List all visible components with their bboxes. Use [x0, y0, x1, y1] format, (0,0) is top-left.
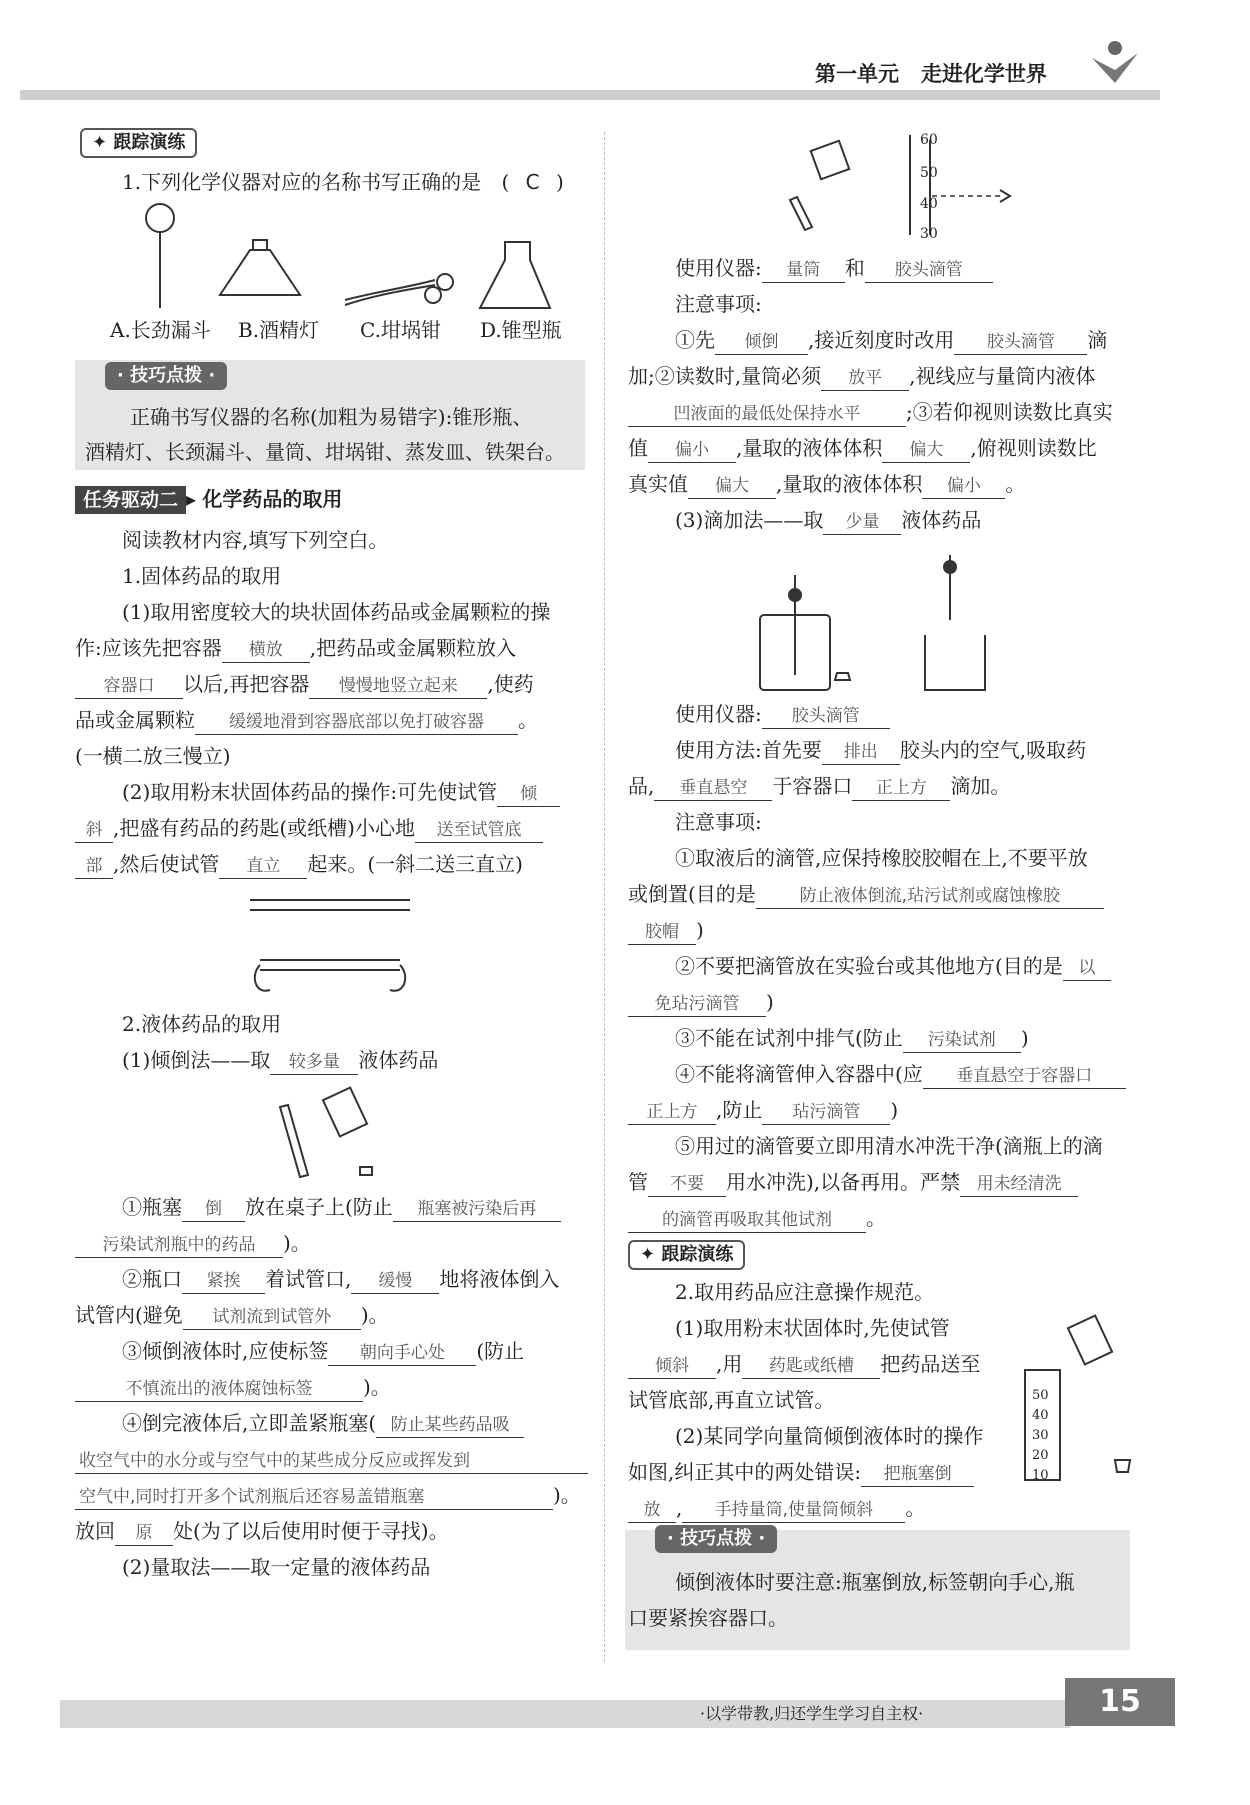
- header-bar: [20, 90, 1160, 100]
- header-title: [815, 58, 1047, 88]
- s1b-l2: 斜 ,把盛有药品的药匙(或纸槽)小心地 送至试管底: [75, 816, 543, 843]
- pour-p4b: 收空气中的水分或与空气中的某些成分反应或挥发到: [75, 1447, 588, 1474]
- intro: 阅读教材内容,填写下列空白。: [122, 528, 389, 552]
- task-heading: 任务驱动二 ▸ 化学药品的取用: [75, 486, 342, 514]
- s1a-l4: 品或金属颗粒 缓缓地滑到容器底部以免打破容器 。: [75, 708, 538, 735]
- n5b: 管 不要 用水冲洗),以备再用。严禁 用未经清洗: [628, 1170, 1078, 1197]
- cyl-30: 30: [1032, 1428, 1049, 1443]
- cyl-50: 50: [1032, 1388, 1049, 1403]
- dropper-figure: [740, 545, 1030, 695]
- s1a-l5: (一横二放三慢立): [75, 744, 231, 768]
- page-number: 15: [1065, 1678, 1175, 1726]
- label-a: A.长劲漏斗: [110, 318, 211, 342]
- n5c: 的滴管再吸取其他试剂 。: [628, 1206, 886, 1233]
- q1-answer: C: [525, 170, 540, 194]
- q2b-l3: 放 , 手持量筒,使量筒倾斜 。: [628, 1496, 925, 1523]
- scale-50: 50: [920, 165, 938, 181]
- m1: ①先 倾倒 ,接近刻度时改用 胶头滴管 滴: [675, 328, 1107, 355]
- how2: 品, 垂直悬空 于容器口 正上方 滴加。: [628, 774, 1010, 801]
- practice1-tag: ✦ 跟踪演练: [80, 128, 197, 158]
- s2-title: 2.液体药品的取用: [122, 1012, 282, 1036]
- q2b-l2: 如图,纠正其中的两处错误: 把瓶塞倒: [628, 1460, 974, 1487]
- scale-30: 30: [920, 226, 938, 242]
- pour-p4: ④倒完液体后,立即盖紧瓶塞( 防止某些药品吸: [122, 1411, 524, 1438]
- n1a: ①取液后的滴管,应保持橡胶胶帽在上,不要平放: [675, 846, 1088, 870]
- cyl-20: 20: [1032, 1448, 1049, 1463]
- s2a-l1: (1)倾倒法——取 较多量 液体药品: [122, 1048, 438, 1075]
- cyl-10: 10: [1032, 1468, 1049, 1483]
- tip1-l2: 酒精灯、长颈漏斗、量筒、坩埚钳、蒸发皿、铁架台。: [85, 440, 565, 464]
- unit-label: 第一单元: [815, 62, 899, 86]
- label-c: C.坩埚钳: [360, 318, 441, 342]
- label-b: B.酒精灯: [238, 318, 320, 342]
- m2: 加;②读数时,量筒必须 放平 ,视线应与量筒内液体: [628, 364, 1095, 391]
- pour-p4c: 空气中,同时打开多个试剂瓶后还容易盖错瓶塞 )。: [75, 1483, 581, 1510]
- s1b-l3: 部 ,然后使试管 直立 起来。(一斜二送三直立): [75, 852, 523, 879]
- label-d: D.锥型瓶: [480, 318, 562, 342]
- column-divider: [604, 132, 605, 1662]
- q2: 2.取用药品应注意操作规范。: [675, 1280, 935, 1304]
- n5a: ⑤用过的滴管要立即用清水冲洗干净(滴瓶上的滴: [675, 1134, 1103, 1158]
- instrument-figures: [75, 200, 575, 320]
- unit-title: 走进化学世界: [920, 62, 1047, 86]
- tip1-l1: 正确书写仪器的名称(加粗为易错字):锥形瓶、: [130, 405, 533, 429]
- q2a-l1: (1)取用粉末状固体时,先使试管: [675, 1316, 950, 1340]
- practice2-tag: ✦ 跟踪演练: [628, 1240, 745, 1270]
- pour-p5: 放回 原 处(为了以后使用时便于寻找)。: [75, 1519, 449, 1546]
- tip2-head: · 技巧点拨 ·: [655, 1525, 777, 1553]
- use1: 使用仪器: 量筒 和 胶头滴管: [675, 256, 993, 283]
- test-tube-figure: [240, 885, 420, 1000]
- s1a-l3: 容器口 以后,再把容器 慢慢地竖立起来 ,使药: [75, 672, 534, 699]
- measuring-figure: [760, 130, 1020, 240]
- q2b-l1: (2)某同学向量筒倾倒液体时的操作: [675, 1424, 984, 1448]
- pour-p3b: 不慎流出的液体腐蚀标签 )。: [75, 1375, 391, 1402]
- cyl-40: 40: [1032, 1408, 1049, 1423]
- note2: 注意事项:: [675, 810, 762, 834]
- s1a-l1: (1)取用密度较大的块状固体药品或金属颗粒的操: [122, 600, 551, 624]
- how1: 使用方法:首先要 排出 胶头内的空气,吸取药: [675, 738, 1086, 765]
- pour-p2: ②瓶口 紧挨 着试管口, 缓慢 地将液体倒入: [122, 1267, 559, 1294]
- pour-p2d: 试管内(避免 试剂流到试管外 )。: [75, 1303, 389, 1330]
- q2a-l2: 倾斜 ,用 药匙或纸槽 把药品送至: [628, 1352, 980, 1379]
- s1b-l1: (2)取用粉末状固体药品的操作:可先使试管 倾: [122, 780, 560, 807]
- footer-slogan: ·以学带教,归还学生学习自主权·: [700, 1704, 924, 1723]
- n3: ③不能在试剂中排气(防止 污染试剂 ): [675, 1026, 1029, 1053]
- n4: ④不能将滴管伸入容器中(应 垂直悬空于容器口: [675, 1062, 1126, 1089]
- q1: 1.下列化学仪器对应的名称书写正确的是 ( C ): [122, 170, 564, 194]
- tip1-head: · 技巧点拨 ·: [105, 362, 227, 390]
- n2b: 免玷污滴管 ): [628, 990, 774, 1017]
- m3: 凹液面的最低处保持水平 ;③若仰视则读数比真实: [628, 400, 1113, 427]
- note1: 注意事项:: [675, 292, 762, 316]
- tip2-l1: 倾倒液体时要注意:瓶塞倒放,标签朝向手心,瓶: [675, 1570, 1075, 1594]
- s1a-l2: 作:应该先把容器 横放 ,把药品或金属颗粒放入: [75, 636, 516, 663]
- logo-icon: [1090, 38, 1140, 88]
- n1b: 或倒置(目的是 防止液体倒流,玷污试剂或腐蚀橡胶: [628, 882, 1104, 909]
- s2b: (2)量取法——取一定量的液体药品: [122, 1555, 431, 1579]
- drop-title: (3)滴加法——取 少量 液体药品: [675, 508, 981, 535]
- pour-p1b: 污染试剂瓶中的药品 )。: [75, 1231, 311, 1258]
- scale-60: 60: [920, 132, 938, 148]
- use2: 使用仪器: 胶头滴管: [675, 702, 890, 729]
- m4: 值 偏小 ,量取的液体体积 偏大 ,俯视则读数比: [628, 436, 1097, 463]
- m5: 真实值 偏大 ,量取的液体体积 偏小 。: [628, 472, 1025, 499]
- s1-title: 1.固体药品的取用: [122, 564, 282, 588]
- tip2-l2: 口要紧挨容器口。: [628, 1606, 788, 1630]
- n1c: 胶帽 ): [628, 918, 704, 945]
- pouring-figure: [270, 1082, 400, 1182]
- n2: ②不要把滴管放在实验台或其他地方(目的是 以: [675, 954, 1111, 981]
- q2a-l3: 试管底部,再直立试管。: [628, 1388, 835, 1412]
- scale-40: 40: [920, 196, 938, 212]
- n4b: 正上方 ,防止 玷污滴管 ): [628, 1098, 898, 1125]
- pour-p1: ①瓶塞 倒 放在桌子上(防止 瓶塞被污染后再: [122, 1195, 561, 1222]
- pour-p3: ③倾倒液体时,应使标签 朝向手心处 (防止: [122, 1339, 524, 1366]
